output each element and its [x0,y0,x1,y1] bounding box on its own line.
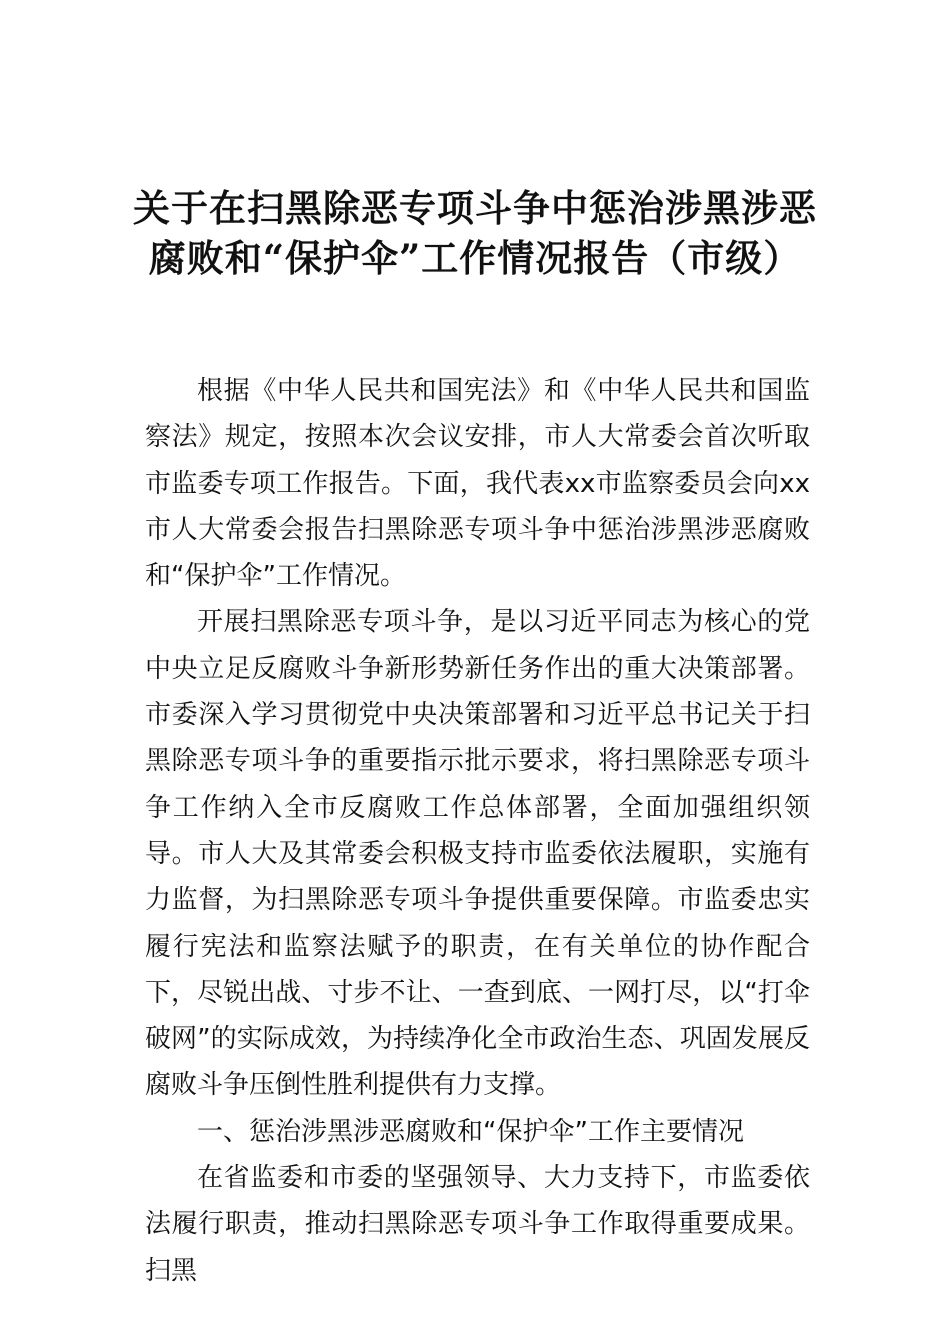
document-body [145,368,810,1294]
paragraph-section-1: 在省监委和市委的坚强领导、大力支持下，市监委依法履行职责，推动扫黑除恶专项斗争工作取得重要成果。扫黑 [145,1163,810,1286]
document-title-line-1: 关于在扫黑除恶专项斗争中惩治涉黑涉恶 [133,186,817,230]
document-title-line-2: 腐败和“保护伞”工作情况报告（市级） [148,236,802,280]
paragraph-intro: 根据《中华人民共和国宪法》和《中华人民共和国监察法》规定，按照本次会议安排，市人大常委会首次听取市监委专项工作报告。下面，我代表xx市监察委员会向xx市人大常委会报告扫黑除恶专项斗争中惩治涉黑涉恶腐败和“保护伞”工作情况。 [145,376,810,592]
paragraph-background: 开展扫黑除恶专项斗争，是以习近平同志为核心的党中央立足反腐败斗争新形势新任务作出的重大决策部署。市委深入学习贯彻党中央决策部署和习近平总书记关于扫黑除恶专项斗争的重要指示批示要求，将扫黑除恶专项斗争工作纳入全市反腐败工作总体部署，全面加强组织领导。市人大及其常委会积极支持市监委依法履职，实施有力监督，为扫黑除恶专项斗争提供重要保障。市监委忠实履行宪法和监察法赋予的职责，在有关单位的协作配合下，尽锐出战、寸步不让、一查到底、一网打尽，以“打伞破网”的实际成效，为持续净化全市政治生态、巩固发展反腐败斗争压倒性胜利提供有力支撑。 [145,607,810,1101]
section-heading-1: 一、惩治涉黑涉恶腐败和“保护伞”工作主要情况 [197,1116,744,1147]
